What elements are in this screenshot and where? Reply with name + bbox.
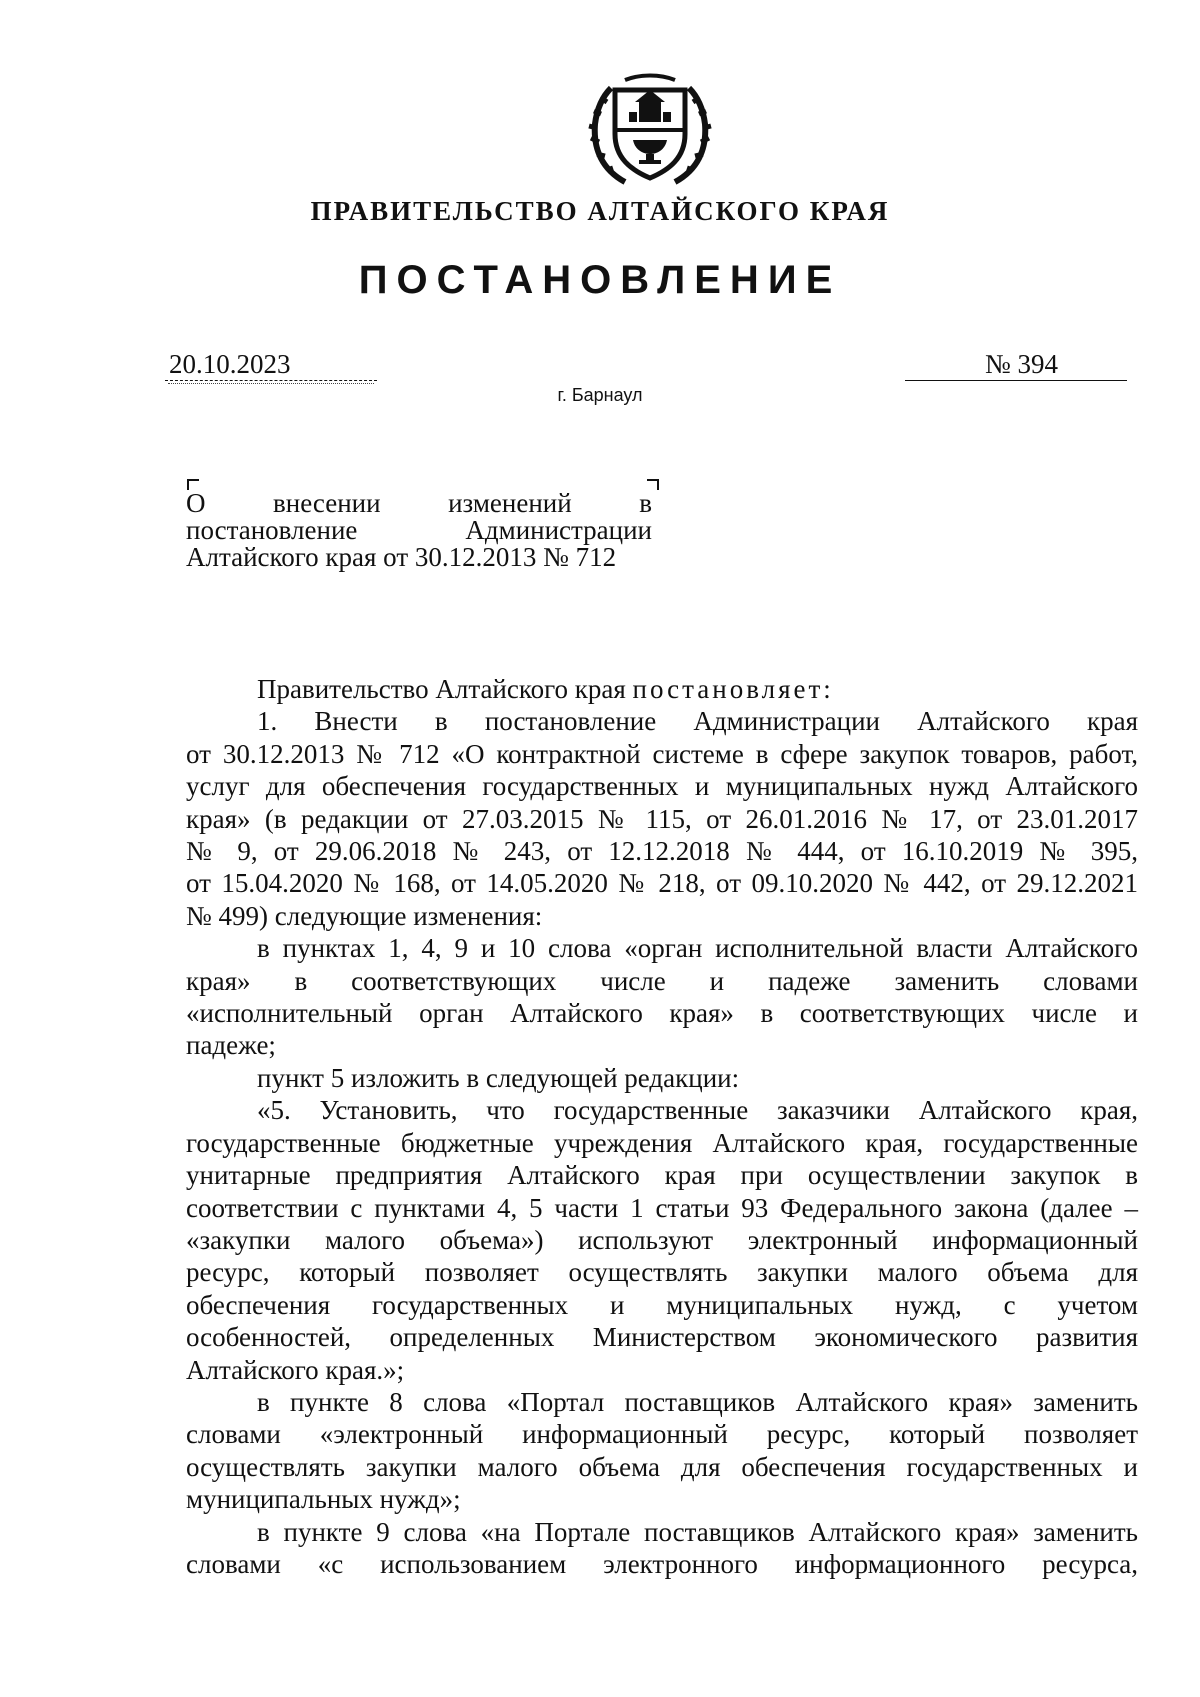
body-line: № 9, от 29.06.2018 № 243, от 12.12.2018 № 444, от 16.10.2019 № 395,	[186, 836, 1138, 867]
document-body	[186, 673, 1138, 1580]
body-line: «исполнительный орган Алтайского края» в соответствующих числе и	[186, 998, 1138, 1029]
body-line: Алтайского края.»;	[186, 1354, 405, 1385]
subject-line: постановление Администрации	[186, 515, 652, 545]
body-intro-verb: постановляет:	[632, 674, 834, 704]
body-line: услуг для обеспечения государственных и муниципальных нужд Алтайского	[186, 771, 1138, 802]
body-line: ресурс, который позволяет осуществлять закупки малого объема для	[186, 1257, 1138, 1288]
document-type: ПОСТАНОВЛЕНИЕ	[358, 258, 842, 302]
document-subject	[186, 490, 652, 571]
body-line: в пункте 9 слова «на Портале поставщиков Алтайского края» заменить	[257, 1516, 1138, 1547]
body-intro-text: Правительство Алтайского края	[257, 674, 626, 704]
body-intro	[186, 673, 1138, 705]
body-line: падеже;	[186, 1030, 276, 1061]
body-line: унитарные предприятия Алтайского края при осуществлении закупок в	[186, 1160, 1138, 1191]
body-line: словами «с использованием электронного информационного ресурса,	[186, 1548, 1138, 1579]
body-line: пункт 5 изложить в следующей редакции:	[257, 1062, 740, 1093]
city: г. Барнаул	[557, 385, 643, 405]
body-line: от 30.12.2013 № 712 «О контрактной системе в сфере закупок товаров, работ,	[186, 738, 1138, 769]
date-underline	[165, 380, 377, 381]
body-line: словами «электронный информационный ресурс, который позволяет	[186, 1419, 1138, 1450]
body-line: особенностей, определенных Министерством экономического развития	[186, 1322, 1138, 1353]
body-line: края» (в редакции от 27.03.2015 № 115, от 26.01.2016 № 17, от 23.01.2017	[186, 803, 1138, 834]
body-line: обеспечения государственных и муниципальных нужд, с учетом	[186, 1289, 1138, 1320]
body-line: «5. Установить, что государственные заказчики Алтайского края,	[257, 1095, 1138, 1126]
date-underline-secondary	[168, 383, 374, 384]
subject-line: О внесении изменений в	[186, 488, 652, 518]
body-line: муниципальных нужд»;	[186, 1484, 461, 1515]
subject-line: Алтайского края от 30.12.2013 № 712	[186, 542, 617, 572]
body-line: соответствии с пунктами 4, 5 части 1 статьи 93 Федерального закона (далее –	[186, 1192, 1138, 1223]
body-line: № 499) следующие изменения:	[186, 900, 543, 931]
body-line: в пунктах 1, 4, 9 и 10 слова «орган исполнительной власти Алтайского	[257, 933, 1138, 964]
body-line: 1. Внести в постановление Администрации Алтайского края	[257, 706, 1138, 737]
body-line: края» в соответствующих числе и падеже заменить словами	[186, 965, 1138, 996]
document-number: № 394	[985, 349, 1059, 379]
coat-of-arms-emblem-icon	[585, 72, 715, 190]
document-date: 20.10.2023	[169, 349, 291, 379]
body-line: осуществлять закупки малого объема для обеспечения государственных и	[186, 1451, 1138, 1482]
organization-title: ПРАВИТЕЛЬСТВО АЛТАЙСКОГО КРАЯ	[310, 196, 890, 226]
body-line: в пункте 8 слова «Портал поставщиков Алтайского края» заменить	[257, 1386, 1138, 1417]
body-line: «закупки малого объема») используют электронный информационный	[186, 1224, 1138, 1255]
number-underline	[905, 380, 1127, 381]
body-line: от 15.04.2020 № 168, от 14.05.2020 № 218, от 09.10.2020 № 442, от 29.12.2021	[186, 868, 1138, 899]
body-line: государственные бюджетные учреждения Алтайского края, государственные	[186, 1127, 1138, 1158]
